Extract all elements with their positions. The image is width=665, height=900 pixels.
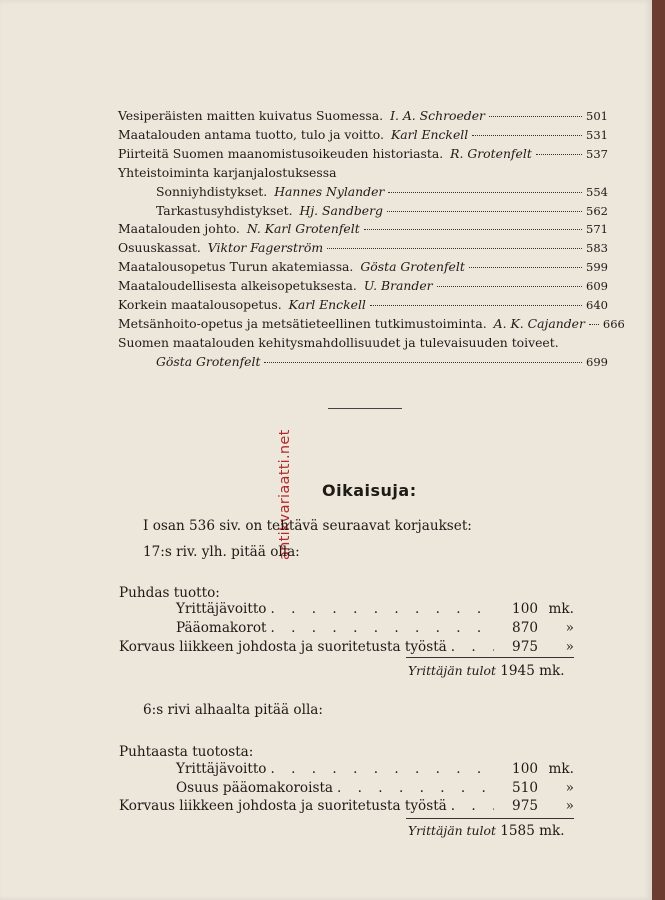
toc-entry xyxy=(118,315,625,334)
total-value: 1945 mk. xyxy=(500,663,565,679)
leader-dots xyxy=(451,798,494,814)
toc-author: N. Karl Grotenfelt xyxy=(246,221,360,237)
errata-entry xyxy=(176,761,574,777)
group-label-1: Puhdas tuotto: xyxy=(119,585,220,601)
toc-title: Vesiperäisten maitten kuivatus Suomessa. xyxy=(118,108,384,123)
toc-author: Hannes Nylander xyxy=(274,183,385,199)
toc-page-number: 583 xyxy=(586,241,608,256)
toc-author: Karl Enckell xyxy=(288,297,366,313)
errata-line-ref-1: 17:s riv. ylh. pitää olla: xyxy=(143,544,300,560)
total-label: Yrittäjän tulot xyxy=(408,823,496,838)
entry-unit: » xyxy=(565,620,574,636)
toc-page-number: 699 xyxy=(586,354,608,369)
leader-dots xyxy=(451,639,494,655)
toc-entry xyxy=(118,126,608,145)
errata-line-ref-2: 6:s rivi alhaalta pitää olla: xyxy=(143,702,323,718)
entry-value: 100 xyxy=(512,601,538,617)
toc-author: Gösta Grotenfelt xyxy=(360,259,465,275)
leader-dots xyxy=(327,248,582,249)
total-row xyxy=(408,823,565,839)
toc-author: I. A. Schroeder xyxy=(390,108,485,123)
table-of-contents xyxy=(118,107,625,372)
entry-value: 870 xyxy=(512,620,538,636)
entry-label: Yrittäjävoitto xyxy=(176,761,267,777)
toc-title: Piirteitä Suomen maanomistusoikeuden historiasta. xyxy=(118,145,444,161)
toc-author: Karl Enckell xyxy=(391,126,469,142)
toc-title: Korkein maatalousopetus. xyxy=(118,297,282,313)
entry-value: 100 xyxy=(512,761,538,777)
toc-page-number: 531 xyxy=(586,127,608,142)
toc-title: Maatalousopetus Turun akatemiassa. xyxy=(118,259,354,275)
toc-page-number: 609 xyxy=(586,279,608,294)
leader-dots xyxy=(271,601,495,617)
entry-unit: mk. xyxy=(548,601,574,617)
leader-dots xyxy=(536,154,582,155)
toc-author: Viktor Fagerström xyxy=(207,240,324,256)
watermark-text: antikvariaatti.net xyxy=(277,429,293,560)
leader-dots xyxy=(469,267,582,268)
entry-unit: » xyxy=(565,639,574,655)
toc-page-number: 599 xyxy=(586,260,608,275)
leader-dots xyxy=(370,305,582,306)
entry-label: Pääomakorot xyxy=(176,620,267,636)
total-value: 1585 mk. xyxy=(500,823,565,839)
toc-entry xyxy=(118,220,608,239)
toc-entry xyxy=(118,334,608,353)
toc-entry xyxy=(118,239,608,258)
toc-title: Maatalouden johto. xyxy=(118,221,240,237)
entry-unit: mk. xyxy=(548,761,574,777)
toc-entry xyxy=(118,145,608,164)
toc-title: Yhteistoiminta karjanjalostuksessa xyxy=(118,164,337,180)
sum-rule xyxy=(406,657,574,658)
errata-entry xyxy=(176,601,574,617)
toc-entry xyxy=(118,183,608,202)
toc-page-number: 554 xyxy=(586,184,608,199)
errata-entry xyxy=(119,639,574,655)
toc-title: Sonniyhdistykset. xyxy=(156,183,268,199)
leader-dots xyxy=(472,135,582,136)
leader-dots xyxy=(271,620,495,636)
leader-dots xyxy=(271,761,495,777)
group-label-2: Puhtaasta tuotosta: xyxy=(119,744,254,760)
leader-dots xyxy=(437,286,582,287)
errata-intro: I osan 536 siv. on tehtävä seuraavat korjaukset: xyxy=(143,518,472,534)
leader-dots xyxy=(489,116,582,117)
leader-dots xyxy=(387,211,582,212)
toc-title: Suomen maatalouden kehitysmahdollisuudet ja tulevaisuuden toiveet. xyxy=(118,334,559,350)
errata-entry xyxy=(176,620,574,636)
total-label: Yrittäjän tulot xyxy=(408,663,496,678)
toc-page-number: 537 xyxy=(586,146,608,161)
toc-author: Hj. Sandberg xyxy=(299,202,383,218)
total-row xyxy=(408,663,565,679)
toc-entry xyxy=(118,277,608,296)
toc-title: Tarkastusyhdistykset. xyxy=(156,202,293,218)
toc-author: U. Brander xyxy=(363,278,433,294)
entry-value: 510 xyxy=(512,780,538,796)
section-divider xyxy=(328,408,402,409)
toc-title: Osuuskassat. xyxy=(118,240,201,256)
toc-entry xyxy=(118,296,608,315)
toc-title: Maataloudellisesta alkeisopetuksesta. xyxy=(118,278,357,294)
toc-entry xyxy=(118,107,608,126)
toc-entry xyxy=(118,164,608,183)
entry-label: Korvaus liikkeen johdosta ja suoritetusta työstä xyxy=(119,798,447,814)
toc-page-number: 562 xyxy=(586,203,608,218)
entry-value: 975 xyxy=(512,798,538,814)
entry-unit: » xyxy=(565,780,574,796)
leader-dots xyxy=(364,229,582,230)
toc-author: Gösta Grotenfelt xyxy=(156,353,261,369)
entry-label: Osuus pääomakoroista xyxy=(176,780,334,796)
leader-dots xyxy=(589,324,599,325)
errata-entry xyxy=(119,798,574,814)
toc-entry xyxy=(118,258,608,277)
toc-author: A. K. Cajander xyxy=(493,315,585,331)
toc-title: Metsänhoito-opetus ja metsätieteellinen tutkimustoiminta. xyxy=(118,315,487,331)
leader-dots xyxy=(264,362,582,363)
sum-rule xyxy=(406,818,574,819)
leader-dots xyxy=(388,192,582,193)
leader-dots xyxy=(337,780,494,796)
entry-value: 975 xyxy=(512,639,538,655)
errata-heading: Oikaisuja: xyxy=(322,481,417,500)
entry-label: Yrittäjävoitto xyxy=(176,601,267,617)
toc-entry xyxy=(118,202,608,221)
errata-entry xyxy=(176,780,574,796)
toc-page-number: 501 xyxy=(586,109,608,123)
toc-title: Maatalouden antama tuotto, tulo ja voitto. xyxy=(118,126,384,142)
entry-label: Korvaus liikkeen johdosta ja suoritetusta työstä xyxy=(119,639,447,655)
entry-unit: » xyxy=(565,798,574,814)
toc-entry xyxy=(118,353,608,372)
toc-page-number: 640 xyxy=(586,298,608,313)
toc-page-number: 571 xyxy=(586,222,608,237)
toc-author: R. Grotenfelt xyxy=(450,145,532,161)
toc-page-number: 666 xyxy=(602,316,625,331)
